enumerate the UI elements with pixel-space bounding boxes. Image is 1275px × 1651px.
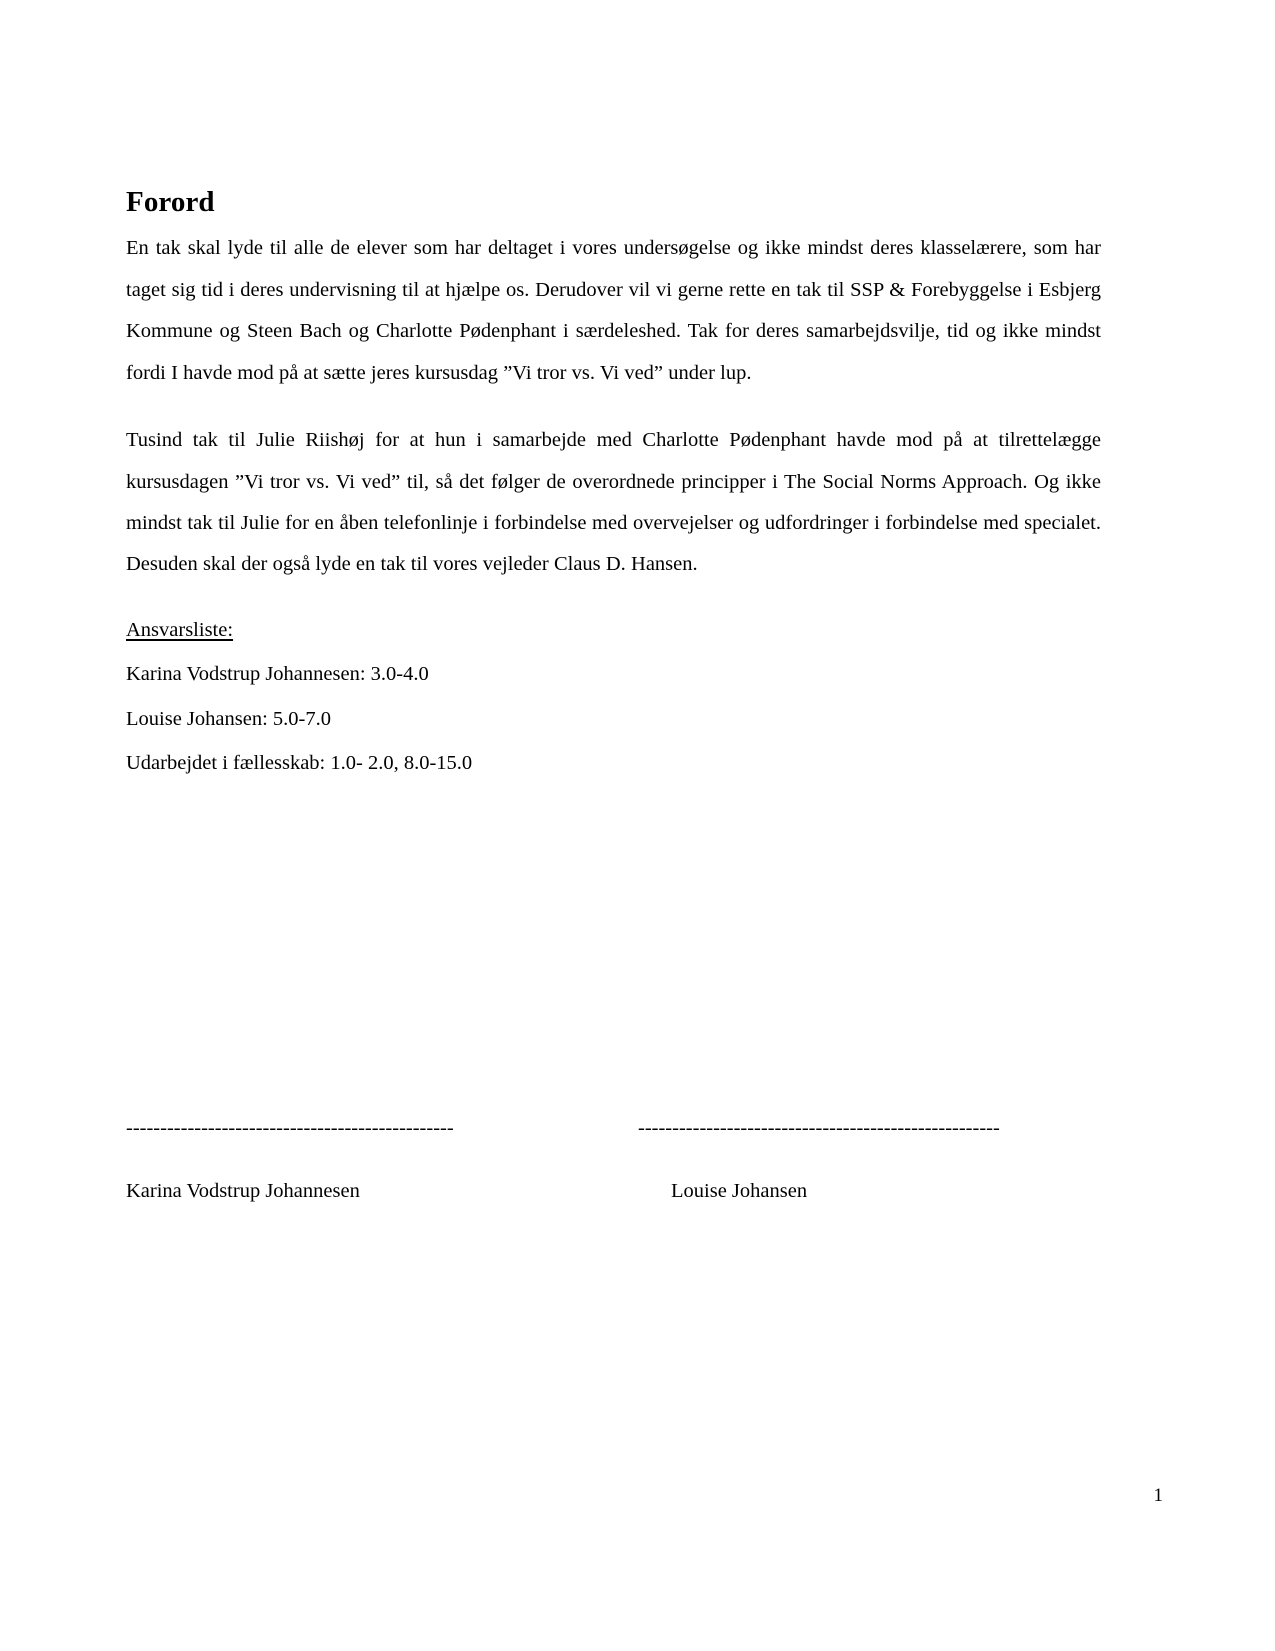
responsibility-list [126,610,1101,785]
responsibility-entry-karina: Karina Vodstrup Johannesen: 3.0-4.0 [126,663,429,686]
signature-rules [126,1118,1101,1139]
paragraph-acknowledgements-students: En tak skal lyde til alle de elever som har deltaget i vores undersøgelse og ikke mindst deres klasselærere, som har taget sig tid i deres undervisning til at hjælpe os. Derudover vil vi gerne rette en tak til SSP & Forebyggelse i Esbjerg Kommune og Steen Bach og Charlotte Pødenphant i særdeleshed. Tak for deres samarbejdsvilje, tid og ikke mindst fordi I havde mod på at sætte jeres kursusdag ”Vi tror vs. Vi ved” under lup. [126,237,1101,384]
signature-name-louise: Louise Johansen [671,1179,808,1202]
document-content [126,186,1101,787]
page-number: 1 [1153,1485,1163,1506]
paragraph-acknowledgements-julie: Tusind tak til Julie Riishøj for at hun i samarbejde med Charlotte Pødenphant havde mod på at tilrettelægge kursusdagen ”Vi tror vs. Vi ved” til, så det følger de overordnede principper i The Social Norms Approach. Og ikke mindst tak til Julie for en åben telefonlinje i forbindelse med overvejelser og udfordringer i forbindelse med specialet. Desuden skal der også lyde en tak til vores vejleder Claus D. Hansen. [126,429,1101,576]
signature-name-karina: Karina Vodstrup Johannesen [126,1179,360,1202]
page-title: Forord [126,186,215,218]
responsibility-entry-joint: Udarbejdet i fællesskab: 1.0- 2.0, 8.0-15.0 [126,751,473,774]
signature-block [126,1118,1101,1207]
responsibility-list-label: Ansvarsliste: [126,618,234,641]
signature-line-left: ------------------------------------------------ [126,1118,454,1139]
signature-names [126,1175,1101,1208]
signature-line-right: ----------------------------------------------------- [638,1118,1000,1139]
responsibility-entry-louise: Louise Johansen: 5.0-7.0 [126,707,331,730]
